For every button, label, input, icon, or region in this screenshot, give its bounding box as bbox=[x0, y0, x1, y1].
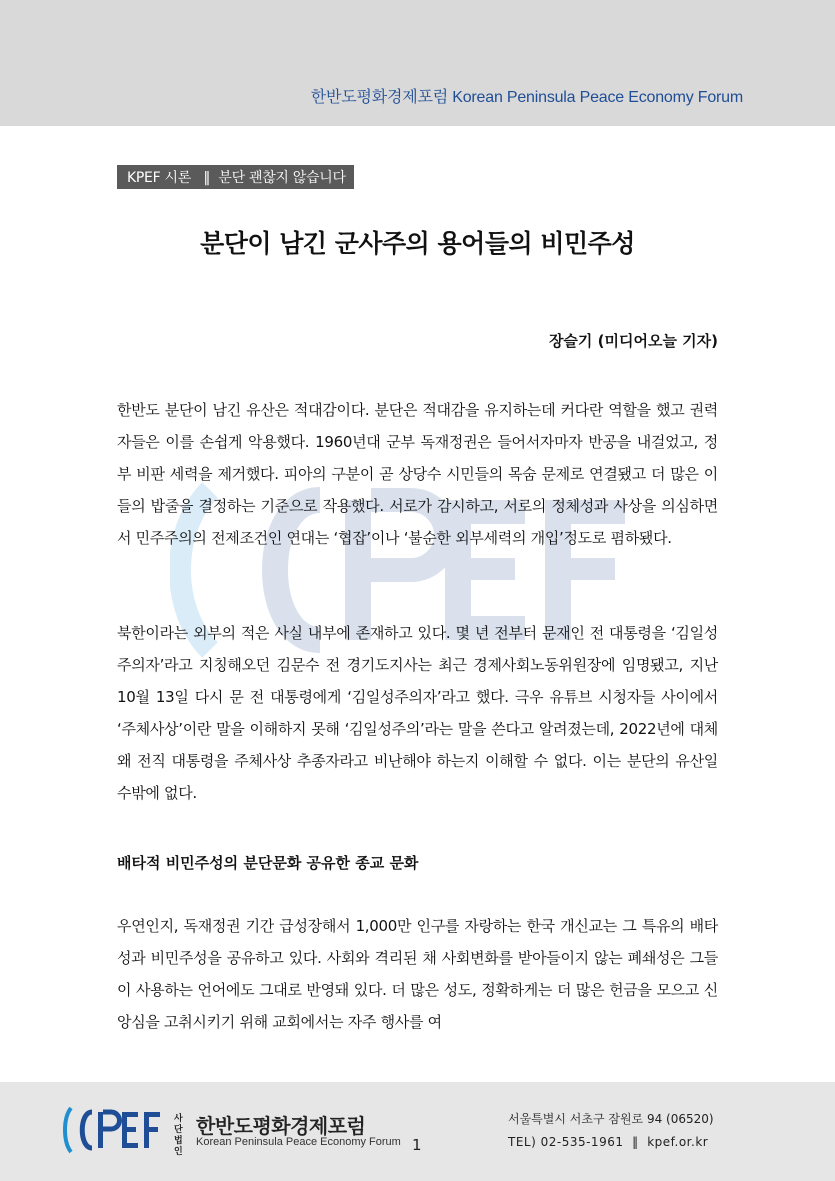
page-footer bbox=[0, 1082, 835, 1181]
header-org-title: 한반도평화경제포럼 Korean Peninsula Peace Economy Forum bbox=[310, 89, 743, 106]
footer-org-name: 한반도평화경제포럼 bbox=[196, 1114, 366, 1138]
article-author: 장슬기 (미디어오늘 기자) bbox=[548, 332, 718, 350]
kpef-logo bbox=[62, 1104, 172, 1156]
legal-entity-tag: 사단법인 bbox=[174, 1114, 183, 1157]
body-paragraph-2: 북한이라는 외부의 적은 사실 내부에 존재하고 있다. 몇 년 전부터 문재인 전 대통령을 ‘김일성주의자’라고 지칭해오던 김문수 전 경기도지사는 최근 경제사회노동위원장에 임명됐고, 지난 10월 13일 다시 문 전 대통령에게 ‘김일성주의자’라고 했다. 극우 유튜브 시청자들 사이에서 ‘주체사상’이란 말을 이해하지 못해 ‘김일성주의’라는 말을 쓴다고 알려졌는데, 2022년에 대체 왜 전직 대통령을 주체사상 추종자라고 비난해야 하는지 이해할 수 없다. 이는 분단의 유산일 수밖에 없다. bbox=[117, 624, 718, 802]
article-title: 분단이 남긴 군사주의 용어들의 비민주성 bbox=[200, 229, 635, 258]
body-paragraph-1: 한반도 분단이 남긴 유산은 적대감이다. 분단은 적대감을 유지하는데 커다란 역할을 했고 권력자들은 이를 손쉽게 악용했다. 1960년대 군부 독재정권은 들어서자마자 반공을 내걸었고, 정부 비판 세력을 제거했다. 피아의 구분이 곧 상당수 시민들의 목숨 문제로 연결됐고 더 많은 이들의 밥줄을 결정하는 기준으로 작용했다. 서로가 감시하고, 서로의 정체성과 사상을 의심하면서 민주주의의 전제조건인 연대는 ‘협잡’이나 ‘불순한 외부세력의 개입’정도로 폄하됐다. bbox=[117, 401, 718, 547]
series-tag: KPEF 시론 ‖ 분단 괜찮지 않습니다 bbox=[117, 165, 354, 189]
footer-org-name-en: Korean Peninsula Peace Economy Forum bbox=[196, 1136, 401, 1148]
footer-address: 서울특별시 서초구 잠원로 94 (06520) bbox=[508, 1112, 714, 1126]
page-number: 1 bbox=[412, 1136, 422, 1154]
page-header bbox=[0, 0, 835, 126]
footer-contact: TEL) 02-535-1961 ‖ kpef.or.kr bbox=[508, 1135, 709, 1149]
section-subheading: 배타적 비민주성의 분단문화 공유한 종교 문화 bbox=[117, 854, 419, 872]
body-paragraph-3: 우연인지, 독재정권 기간 급성장해서 1,000만 인구를 자랑하는 한국 개신교는 그 특유의 배타성과 비민주성을 공유하고 있다. 사회와 격리된 채 사회변화를 받아들이지 않는 폐쇄성은 그들이 사용하는 언어에도 그대로 반영돼 있다. 더 많은 성도, 정확하게는 더 많은 헌금을 모으고 신앙심을 고취시키기 위해 교회에서는 자주 행사를 여 bbox=[117, 917, 718, 1031]
